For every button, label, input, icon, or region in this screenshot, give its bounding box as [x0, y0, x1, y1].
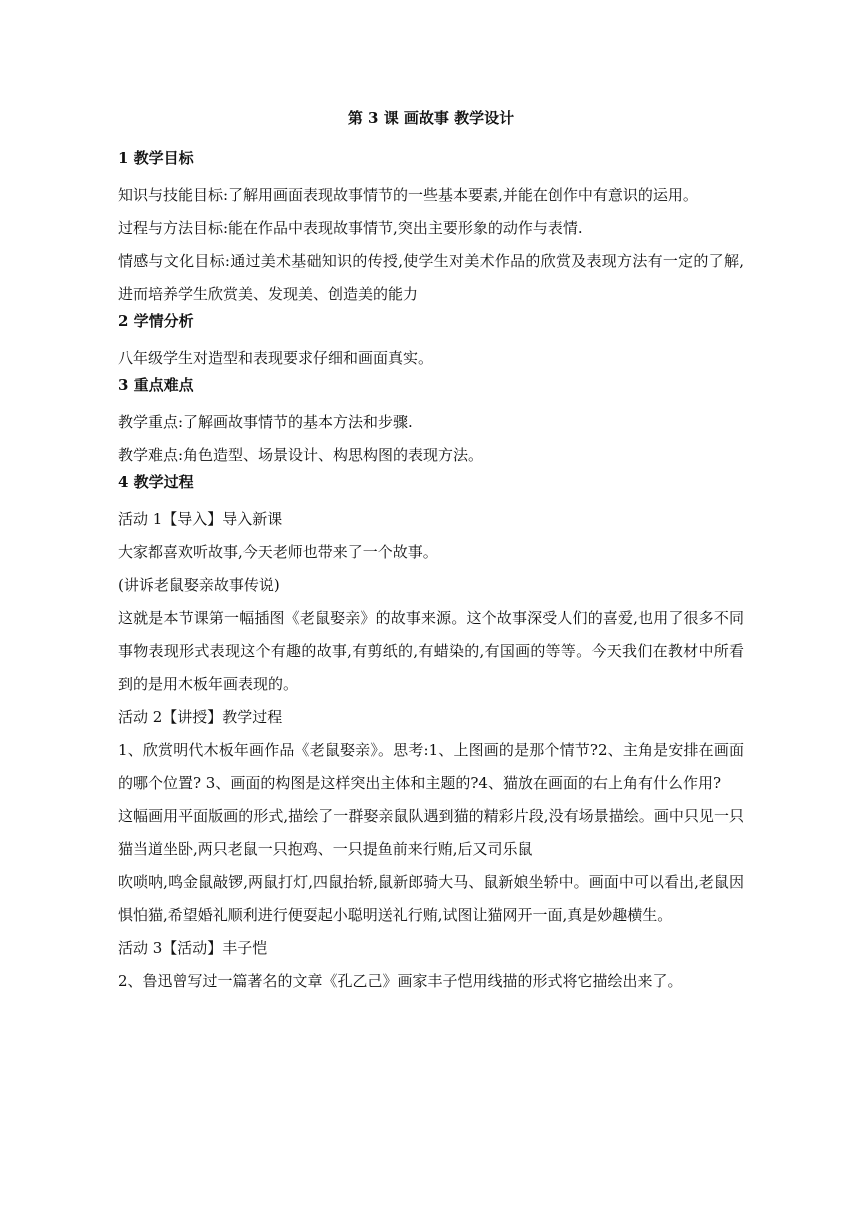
document-page — [118, 108, 744, 998]
paragraph: 1、欣赏明代木板年画作品《老鼠娶亲》。思考:1、上图画的是那个情节?2、主角是安排在画面的哪个位置? 3、画面的构图是这样突出主体和主题的?4、猫放在画面的右上角有什么作用? — [118, 741, 744, 792]
paragraph: 这就是本节课第一幅插图《老鼠娶亲》的故事来源。这个故事深受人们的喜爱,也用了很多不同事物表现形式表现这个有趣的故事,有剪纸的,有蜡染的,有国画的等等。今天我们在教材中所看到的是用木板年画表现的。 — [118, 609, 744, 693]
section-heading-objectives: 1 教学目标 — [118, 149, 194, 167]
paragraph: 活动 3【活动】丰子恺 — [118, 939, 268, 957]
paragraph: 吹唢呐,鸣金鼠敲锣,两鼠打灯,四鼠抬轿,鼠新郎骑大马、鼠新娘坐轿中。画面中可以看出,老鼠因惧怕猫,希望婚礼顺利进行便耍起小聪明送礼行贿,试图让猫网开一面,真是妙趣横生。 — [118, 873, 744, 924]
paragraph: 情感与文化目标:通过美术基础知识的传授,使学生对美术作品的欣赏及表现方法有一定的了解,进而培养学生欣赏美、发现美、创造美的能力 — [118, 252, 744, 303]
paragraph: 八年级学生对造型和表现要求仔细和画面真实。 — [118, 349, 434, 367]
paragraph: 教学难点:角色造型、场景设计、构思构图的表现方法。 — [118, 446, 484, 464]
paragraph: 教学重点:了解画故事情节的基本方法和步骤. — [118, 413, 413, 431]
paragraph: 大家都喜欢听故事,今天老师也带来了一个故事。 — [118, 543, 438, 561]
document-title: 第 3 课 画故事 教学设计 — [347, 109, 515, 127]
paragraph: 活动 2【讲授】教学过程 — [118, 708, 283, 726]
paragraph: 活动 1【导入】导入新课 — [118, 510, 283, 528]
section-heading-process: 4 教学过程 — [118, 473, 194, 491]
paragraph: 2、鲁迅曾写过一篇著名的文章《孔乙己》画家丰子恺用线描的形式将它描绘出来了。 — [118, 972, 683, 990]
paragraph: 知识与技能目标:了解用画面表现故事情节的一些基本要素,并能在创作中有意识的运用。 — [118, 186, 698, 204]
paragraph: 这幅画用平面版画的形式,描绘了一群娶亲鼠队遇到猫的精彩片段,没有场景描绘。画中只见一只猫当道坐卧,两只老鼠一只抱鸡、一只提鱼前来行贿,后又司乐鼠 — [118, 807, 744, 858]
section-heading-key-points: 3 重点难点 — [118, 376, 194, 394]
section-heading-analysis: 2 学情分析 — [118, 312, 194, 330]
paragraph: (讲诉老鼠娶亲故事传说) — [118, 576, 280, 594]
paragraph: 过程与方法目标:能在作品中表现故事情节,突出主要形象的动作与表情. — [118, 219, 583, 237]
